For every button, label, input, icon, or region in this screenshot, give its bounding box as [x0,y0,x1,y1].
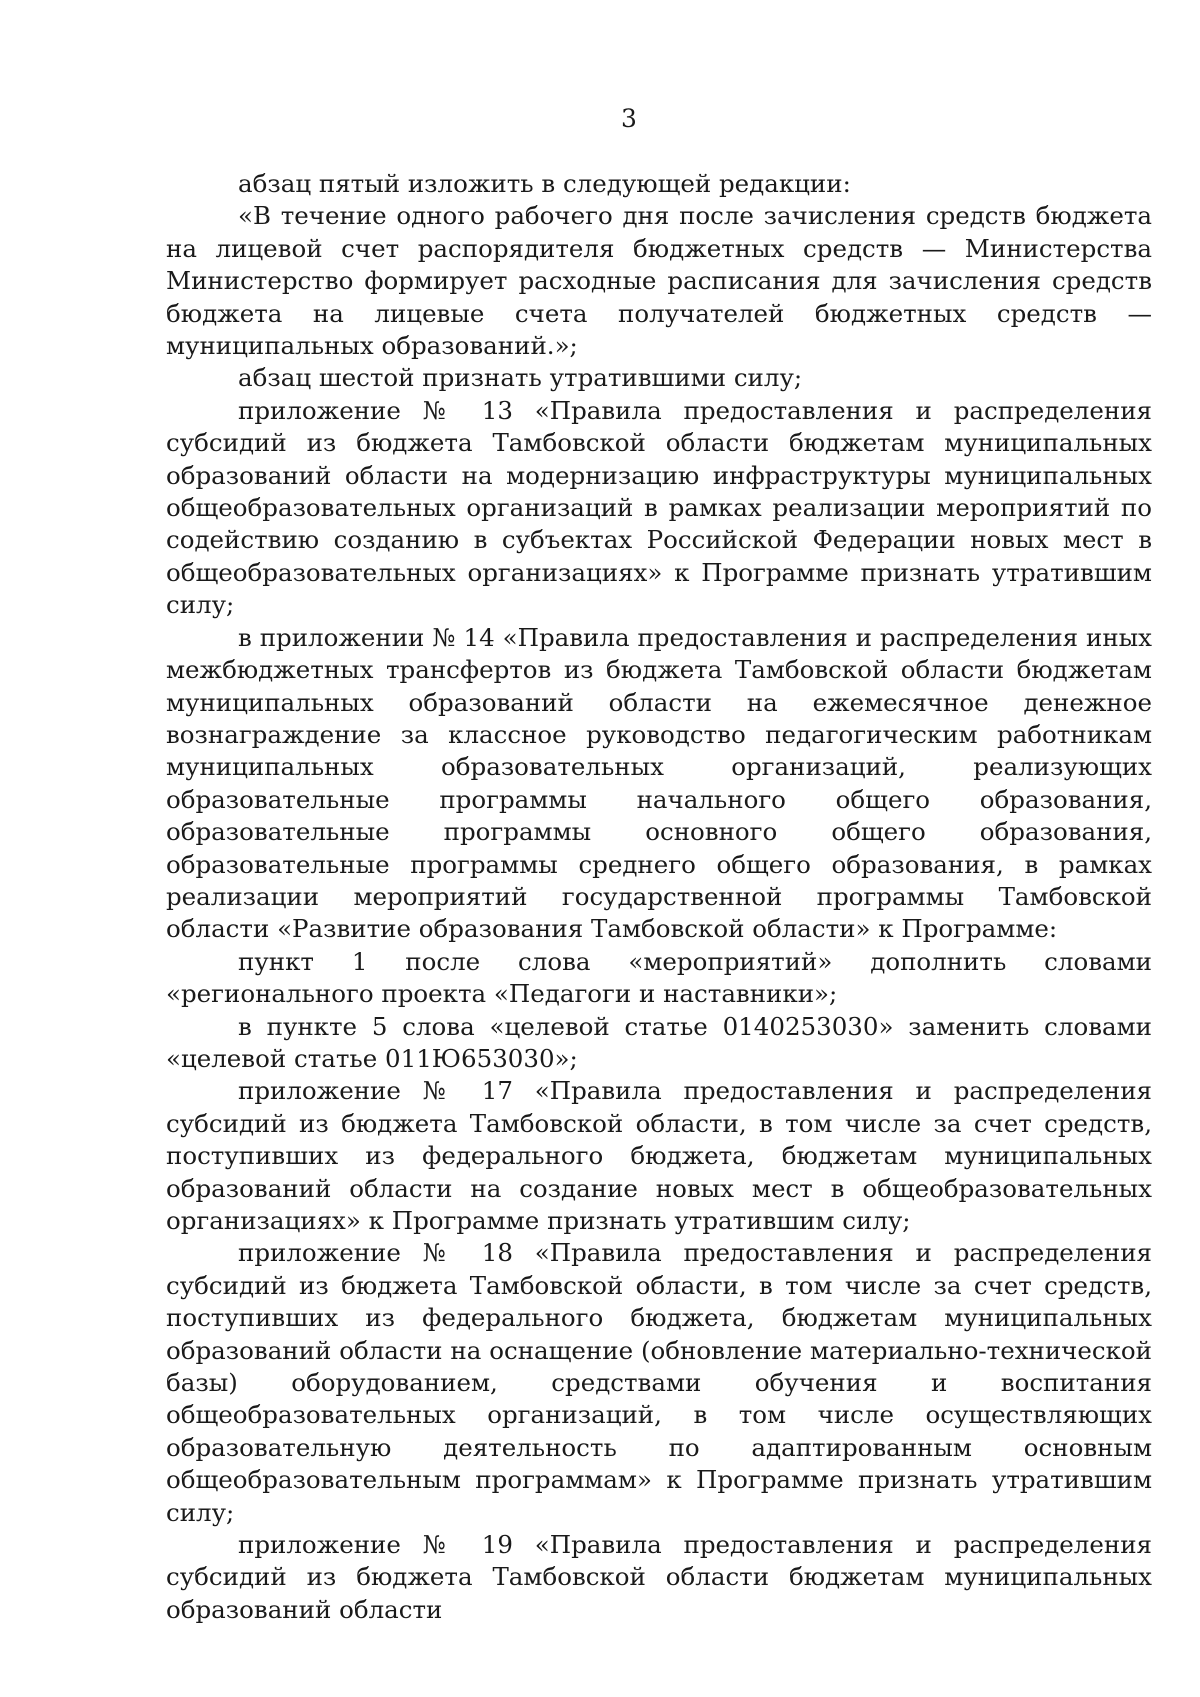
paragraph: абзац шестой признать утратившими силу; [238,363,803,393]
paragraph: «В течение одного рабочего дня после зачисления средств бюджета на лицевой счет распорядителя бюджетных средств — Министерства Министерство формирует расходные расписания для зачисления средств бюджета на лицевые счета получателей бюджетных средств — муниципальных образований.»; [166,201,1152,361]
paragraph: пункт 1 после слова «мероприятий» дополнить словами «регионального проекта «Педагоги и наставники»; [166,946,1152,1009]
paragraph: в пункте 5 слова «целевой статье 0140253030» заменить словами «целевой статье 011Ю653030»; [166,1011,1152,1073]
document-body [166,168,1152,1626]
paragraph: приложение № 13 «Правила предоставления и распределения субсидий из бюджета Тамбовской области бюджетам муниципальных образований области на модернизацию инфраструктуры муниципальных общеобразовательных организаций в рамках реализации мероприятий по содействию созданию в субъектах Российской Федерации новых мест в общеобразовательных организациях» к Программе признать утратившим силу; [166,395,1152,620]
paragraph: в приложении № 14 «Правила предоставления и распределения иных межбюджетных трансфертов из бюджета Тамбовской области бюджетам муниципальных образований области на ежемесячное денежное вознаграждение за классное руководство педагогическим работникам муниципальных образовательных организаций, реализующих образовательные программы начального общего образования, образовательные программы основного общего образования, образовательные программы среднего общего образования, в рамках реализации мероприятий государственной программы Тамбовской области «Развитие образования Тамбовской области» к Программе: [166,622,1152,944]
paragraph: абзац пятый изложить в следующей редакции: [238,169,851,198]
paragraph: приложение № 19 «Правила предоставления и распределения субсидий из бюджета Тамбовской области бюджетам муниципальных образований области [166,1530,1152,1624]
paragraph: приложение № 17 «Правила предоставления и распределения субсидий из бюджета Тамбовской области, в том числе за счет средств, поступивших из федерального бюджета, бюджетам муниципальных образований области на создание новых мест в общеобразовательных организациях» к Программе признать утратившим силу; [166,1076,1152,1235]
page-number: 3 [621,104,637,133]
paragraph: приложение № 18 «Правила предоставления и распределения субсидий из бюджета Тамбовской области, в том числе за счет средств, поступивших из федерального бюджета, бюджетам муниципальных образований области на оснащение (обновление материально-технической базы) оборудованием, средствами обучения и воспитания общеобразовательных организаций, в том числе осуществляющих образовательную деятельность по адаптированным основным общеобразовательным программам» к Программе признать утратившим силу; [166,1238,1152,1527]
